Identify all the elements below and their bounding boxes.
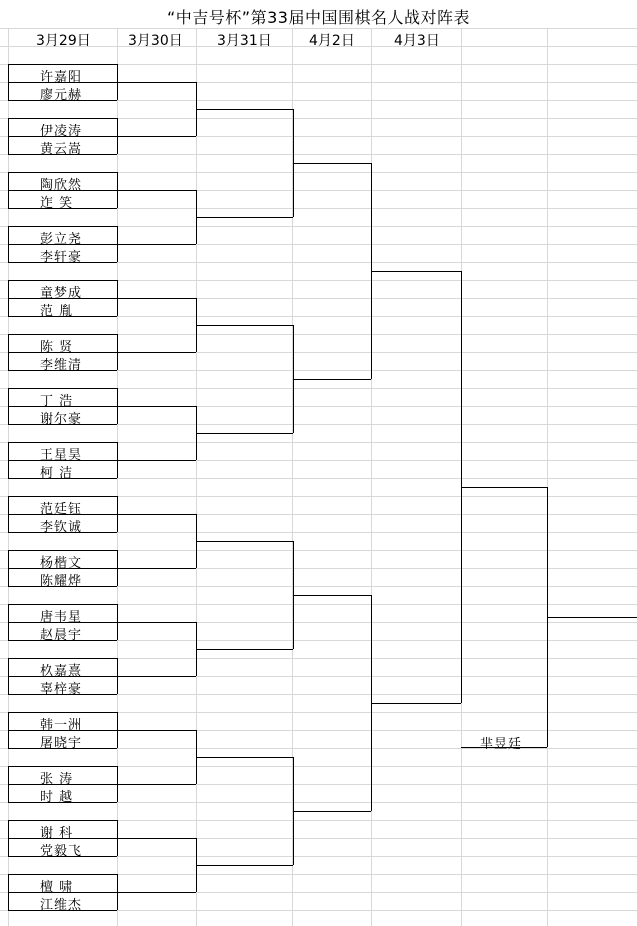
round-date-5: 4月3日 [394, 33, 440, 49]
player-name: 韩一洲 [40, 718, 83, 733]
player-name: 杨楷文 [40, 556, 83, 571]
player-name: 张 涛 [40, 772, 74, 787]
round-date-3: 3月31日 [217, 33, 272, 49]
player-name: 廖元赫 [40, 88, 83, 103]
page-title: “中吉号杯”第33届中国围棋名人战对阵表 [167, 8, 470, 27]
player-name: 童梦成 [40, 286, 83, 301]
player-name: 陶欣然 [40, 178, 83, 193]
player-name: 黄云嵩 [40, 142, 83, 157]
player-name: 时 越 [40, 790, 74, 805]
player-name: 辜梓豪 [40, 682, 83, 697]
player-name: 范 胤 [40, 304, 74, 319]
player-name: 陈耀烨 [40, 574, 83, 589]
player-name: 丁 浩 [40, 394, 74, 409]
player-name: 柯 洁 [40, 466, 74, 481]
player-name: 王星昊 [40, 448, 83, 463]
player-name: 许嘉阳 [40, 70, 83, 85]
player-name: 江维杰 [40, 898, 83, 913]
round-date-2: 3月30日 [128, 33, 183, 49]
player-name: 李维清 [40, 358, 83, 373]
player-name: 彭立尧 [40, 232, 83, 247]
round-date-4: 4月2日 [309, 33, 355, 49]
player-name: 党毅飞 [40, 844, 83, 859]
player-name: 范廷钰 [40, 502, 83, 517]
player-name: 李轩豪 [40, 250, 83, 265]
champion-name: 芈昱廷 [480, 737, 523, 752]
player-name: 屠晓宇 [40, 736, 83, 751]
round-date-1: 3月29日 [36, 33, 91, 49]
player-name: 陈 贤 [40, 340, 74, 355]
player-name: 迮 笑 [40, 196, 74, 211]
player-name: 杦嘉熹 [40, 664, 83, 679]
player-name: 谢 科 [40, 826, 74, 841]
player-name: 谢尔豪 [40, 412, 83, 427]
player-name: 赵晨宇 [40, 628, 83, 643]
player-name: 檀 啸 [40, 880, 74, 895]
player-name: 李钦诚 [40, 520, 83, 535]
player-name: 唐韦星 [40, 610, 83, 625]
player-name: 伊凌涛 [40, 124, 83, 139]
